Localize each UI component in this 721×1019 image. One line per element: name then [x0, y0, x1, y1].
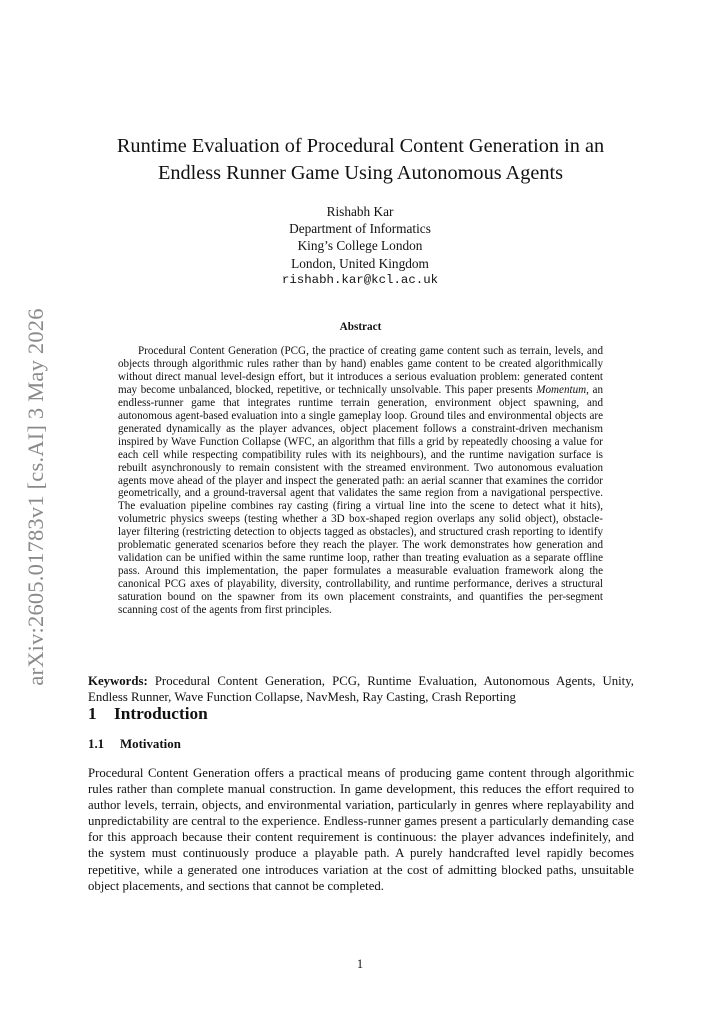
abstract-text-part-2: , an endless-runner game that integrates runtime terrain generation, environment object spawning, and autonomous agent-based evaluation into a single gameplay loop. Ground tiles and environmental objects are generated dynamically as the player advances, object placement follows a constraint-driven mechanism inspired by Wave Function Collapse (WFC, an algorithm that fills a grid by repeatedly choosing a value for each cell while respecting compatibility rules with its neighbours), and the runtime navigation surface is rebuilt asynchronously to remain consistent with the streamed environment. Two autonomous evaluation agents move ahead of the player and inspect the generated path: an aerial scanner that examines the corridor geometrically, and a ground-traversal agent that validates the same region from a navigational perspective. The evaluation pipeline combines ray casting (firing a virtual line into the scene to detect what it hits), volumetric physics sweeps (testing whether a 3D box-shaped region overlaps any solid object), obstacle-layer filtering (restricting detection to objects tagged as obstacles), and structured crash reporting to identify problematic generated scenarios before they reach the player. The work demonstrates how generation and validation can be unified within the same runtime loop, rather than treating evaluation as a separate offline pass. Around this implementation, the paper formulates a measurable evaluation framework along the canonical PCG axes of playability, diversity, controllability, and runtime performance, derives a structural saturation bound on the spawner from its own placement constraints, and quantifies the per-segment scanning cost of the agents from first principles. [118, 383, 603, 617]
section-number: 1 [88, 704, 97, 723]
author-block [160, 203, 560, 289]
section-title: Introduction [114, 704, 208, 723]
author-department: Department of Informatics [289, 221, 431, 237]
body-paragraph: Procedural Content Generation offers a practical means of producing game content through algorithmic rules rather than complete manual construction. In game development, this reduces the effort required to author levels, terrain, objects, and environmental variation, particularly in genres where replayability and unpredictability are central to the experience. Endless-runner games present a particularly demanding case for this approach because their content requirement is continuous: the player advances indefinitely, and the system must continuously produce a playable path. A purely handcrafted level rapidly becomes repetitive, while a generated one introduces variation at the cost of admitting blocked paths, unsuitable object placements, and sections that cannot be completed. [88, 766, 634, 893]
arxiv-identifier-text: arXiv:2605.01783v1 [cs.AI] 3 May 2026 [23, 308, 48, 686]
author-email[interactable]: rishabh.kar@kcl.ac.uk [281, 272, 439, 287]
author-institution: King’s College London [297, 238, 423, 254]
author-location: London, United Kingdom [291, 255, 429, 271]
subsection-number: 1.1 [88, 737, 105, 751]
abstract-text-part-1: Procedural Content Generation (PCG, the practice of creating game content such as terrain, levels, and objects through algorithmic rules rather than by hand) enables game content to be created algorithmically without direct manual level-design effort, but it introduces a serious evaluation problem: generated content may become unbalanced, blocked, repetitive, or technically unsolvable. This paper presents [118, 345, 603, 396]
paper-title: Runtime Evaluation of Procedural Content Generation in an Endless Runner Game Using Autonomous Agents [116, 135, 605, 184]
section-heading [88, 704, 208, 724]
abstract-emphasis: Momentum [536, 383, 587, 396]
keywords [88, 673, 634, 706]
abstract-heading: Abstract [339, 321, 382, 333]
subsection-heading [88, 737, 181, 752]
subsection-title: Motivation [120, 737, 181, 751]
keywords-text: Procedural Content Generation, PCG, Runtime Evaluation, Autonomous Agents, Unity, Endless Runner, Wave Function Collapse, NavMesh, Ray Casting, Crash Reporting [88, 674, 635, 705]
arxiv-identifier [20, 300, 52, 695]
author-name: Rishabh Kar [326, 204, 394, 219]
abstract-text [118, 345, 603, 617]
page-number: 1 [356, 957, 364, 971]
keywords-label: Keywords: [88, 674, 148, 688]
